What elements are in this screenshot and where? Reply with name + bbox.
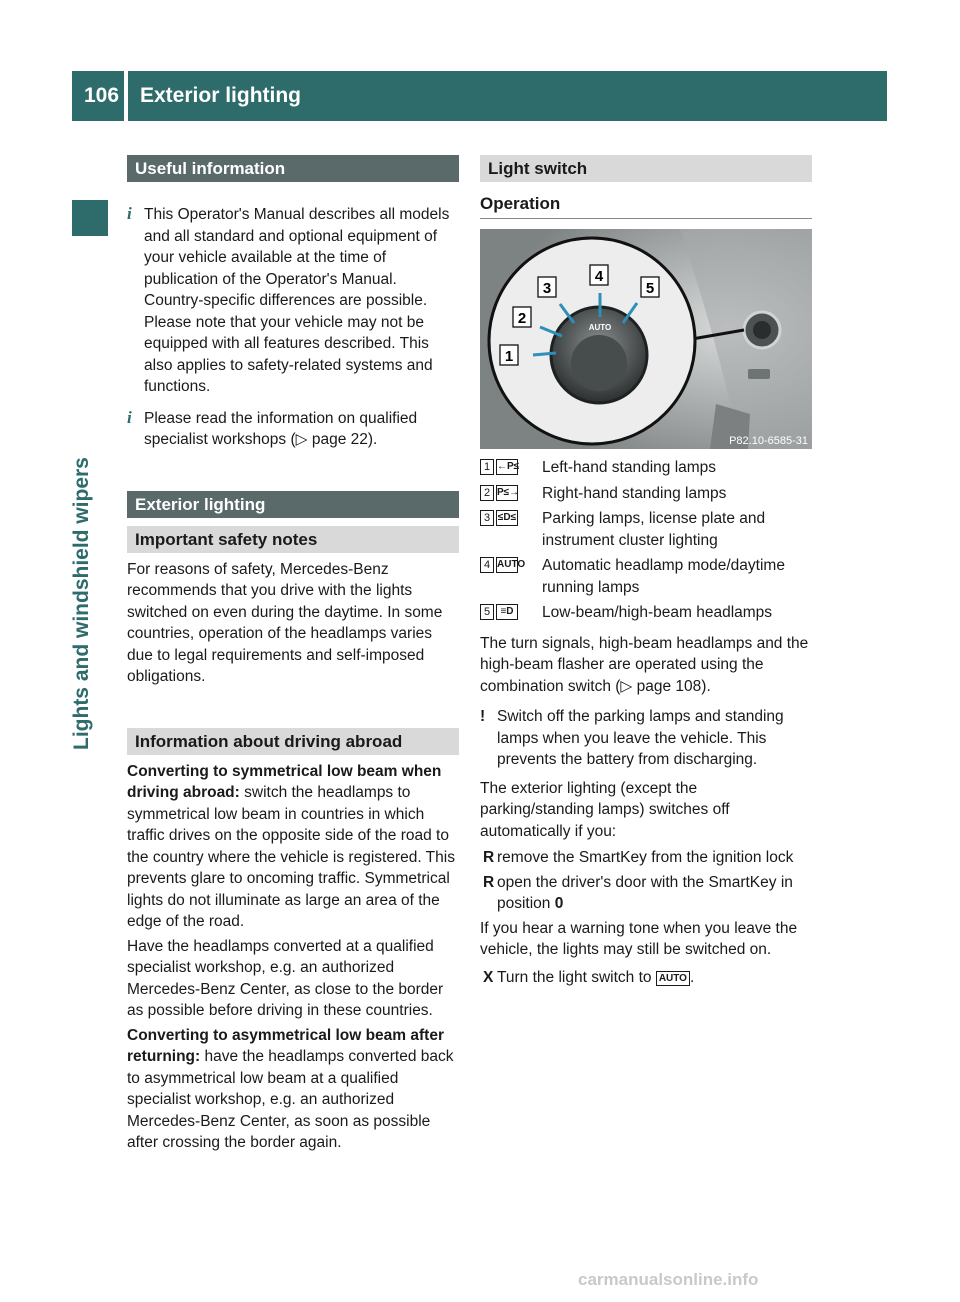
legend-number: 1 bbox=[480, 459, 494, 475]
legend-item bbox=[480, 483, 812, 505]
bullet-text: remove the SmartKey from the ignition lock bbox=[497, 849, 794, 866]
legend-text: Low-beam/high-beam headlamps bbox=[542, 604, 773, 621]
bullet-item bbox=[480, 847, 812, 869]
bullet-text: open the driver's door with the SmartKey in position bbox=[497, 873, 793, 912]
legend-text: Right-hand standing lamps bbox=[542, 484, 727, 502]
legend-key bbox=[480, 510, 518, 526]
warning-icon: ! bbox=[480, 708, 486, 725]
section-heading-useful-info: Useful information bbox=[127, 155, 459, 182]
legend-text: Left-hand standing lamps bbox=[542, 459, 717, 476]
legend-number: 3 bbox=[480, 510, 494, 526]
header-separator bbox=[124, 71, 128, 121]
subheading-operation: Operation bbox=[480, 194, 812, 219]
switch-block bbox=[748, 369, 770, 379]
convert-paragraph: Have the headlamps converted at a qualified specialist workshop, e.g. an authorized Mercedes-Benz Center, as close to the border as possible before driving in these countries. bbox=[127, 937, 444, 1019]
legend-text: Parking lamps, license plate and instrument cluster lighting bbox=[542, 510, 766, 549]
info-icon: i bbox=[127, 407, 132, 427]
small-switch-center bbox=[753, 321, 771, 339]
auto-headlamp-icon: AUTO bbox=[496, 557, 518, 573]
bullet-text-bold: 0 bbox=[554, 895, 564, 912]
asymmetrical-text: have the headlamps converted back to asymmetrical low beam at a qualified specialist workshop, e.g. an authorized Mercedes-Benz Center, as soon as possible after crossing the border again. bbox=[127, 1048, 454, 1151]
label-1: 1 bbox=[504, 348, 514, 365]
info-note-2 bbox=[127, 408, 459, 451]
step-text: Turn the light switch to bbox=[497, 968, 656, 986]
asymmetrical-bold: Converting to asymmetrical low beam after returning: bbox=[127, 1026, 444, 1065]
bullet-icon: R bbox=[483, 849, 495, 866]
legend-number: 4 bbox=[480, 557, 494, 573]
info-icon: i bbox=[127, 204, 132, 223]
info-note-2-text: Please read the information on qualified specialist workshops (▷ page 22). bbox=[144, 409, 418, 448]
pointer-1 bbox=[533, 353, 556, 355]
legend-item bbox=[480, 457, 812, 479]
right-column bbox=[480, 155, 812, 988]
legend-item bbox=[480, 508, 812, 551]
legend-key bbox=[480, 485, 518, 501]
section-heading-light-switch: Light switch bbox=[480, 155, 812, 182]
section-heading-safety: Important safety notes bbox=[127, 526, 459, 553]
symmetrical-text: switch the headlamps to symmetrical low beam in countries in which traffic drives on the opposite side of the road to the country where the vehicle is registered. This prevents glare to oncoming traffic. Symmetrical lights do not illuminate as large an area of the edge of the road. bbox=[127, 784, 455, 930]
label-5: 5 bbox=[645, 280, 655, 297]
auto-symbol-icon: AUTO bbox=[656, 971, 690, 986]
info-note-1-text: This Operator's Manual describes all models and all standard and optional equipment of your vehicle available at the time of publication of the Operator's Manual. Country-specific differences are possible. Please note that your vehicle may not be equipped with all features described. This also applies to safety-related systems and functions. bbox=[144, 206, 450, 395]
asymmetrical-paragraph bbox=[127, 1025, 459, 1154]
label-2: 2 bbox=[517, 310, 527, 327]
page-number: 106 bbox=[84, 84, 120, 107]
left-column bbox=[127, 155, 459, 1154]
bullet-icon: R bbox=[483, 873, 495, 891]
step-end: . bbox=[689, 968, 695, 986]
bullet-item bbox=[480, 872, 812, 915]
section-heading-exterior: Exterior lighting bbox=[127, 491, 459, 518]
warning-tone-paragraph: If you hear a warning tone when you leave the vehicle, the lights may still be switched on. bbox=[480, 919, 798, 958]
symmetrical-paragraph bbox=[127, 761, 459, 933]
symmetrical-bold: Converting to symmetrical low beam when driving abroad: bbox=[127, 762, 442, 801]
low-beam-icon: ≡D bbox=[496, 604, 518, 620]
dial-auto-text: AUTO bbox=[588, 323, 612, 332]
section-heading-abroad: Information about driving abroad bbox=[127, 728, 459, 755]
legend-number: 5 bbox=[480, 604, 494, 620]
legend-item bbox=[480, 602, 812, 624]
legend-item bbox=[480, 555, 812, 598]
info-note-1 bbox=[127, 204, 459, 398]
figure-caption: P82.10-6585-31 bbox=[729, 435, 808, 447]
step-icon: X bbox=[483, 968, 494, 986]
legend-list bbox=[480, 457, 812, 624]
parking-lamps-icon: ≤D≤ bbox=[496, 510, 518, 526]
watermark: carmanualsonline.info bbox=[578, 1270, 759, 1289]
warning-text: Switch off the parking lamps and standing lamps when you leave the vehicle. This prevents the battery from discharging. bbox=[497, 708, 784, 768]
safety-paragraph: For reasons of safety, Mercedes-Benz recommends that you drive with the lights switched on even during the daytime. In some countries, operation of the headlamps varies due to legal requirements and self-imposed obligations. bbox=[127, 560, 443, 685]
legend-key bbox=[480, 557, 526, 573]
side-tab-marker bbox=[72, 200, 108, 236]
warning-note bbox=[480, 706, 812, 771]
left-standing-lamps-icon: ←P≤ bbox=[496, 459, 518, 475]
dial-knob bbox=[571, 335, 627, 391]
right-standing-lamps-icon: P≤→ bbox=[496, 485, 518, 501]
legend-number: 2 bbox=[480, 485, 494, 501]
page-title: Exterior lighting bbox=[140, 84, 302, 107]
light-switch-illustration bbox=[480, 229, 812, 449]
label-4: 4 bbox=[594, 268, 604, 285]
auto-off-paragraph: The exterior lighting (except the parking/standing lamps) switches off automatically if you: bbox=[480, 779, 730, 840]
instruction-step bbox=[480, 967, 812, 989]
label-3: 3 bbox=[542, 280, 552, 297]
side-tab-label: Lights and windshield wipers bbox=[70, 457, 93, 750]
legend-text: Automatic headlamp mode/daytime running lamps bbox=[542, 557, 785, 596]
legend-key bbox=[480, 459, 518, 475]
light-switch-figure bbox=[480, 229, 812, 449]
turn-signals-paragraph: The turn signals, high-beam headlamps and the high-beam flasher are operated using the combination switch (▷ page 108). bbox=[480, 634, 809, 695]
legend-key bbox=[480, 604, 518, 620]
